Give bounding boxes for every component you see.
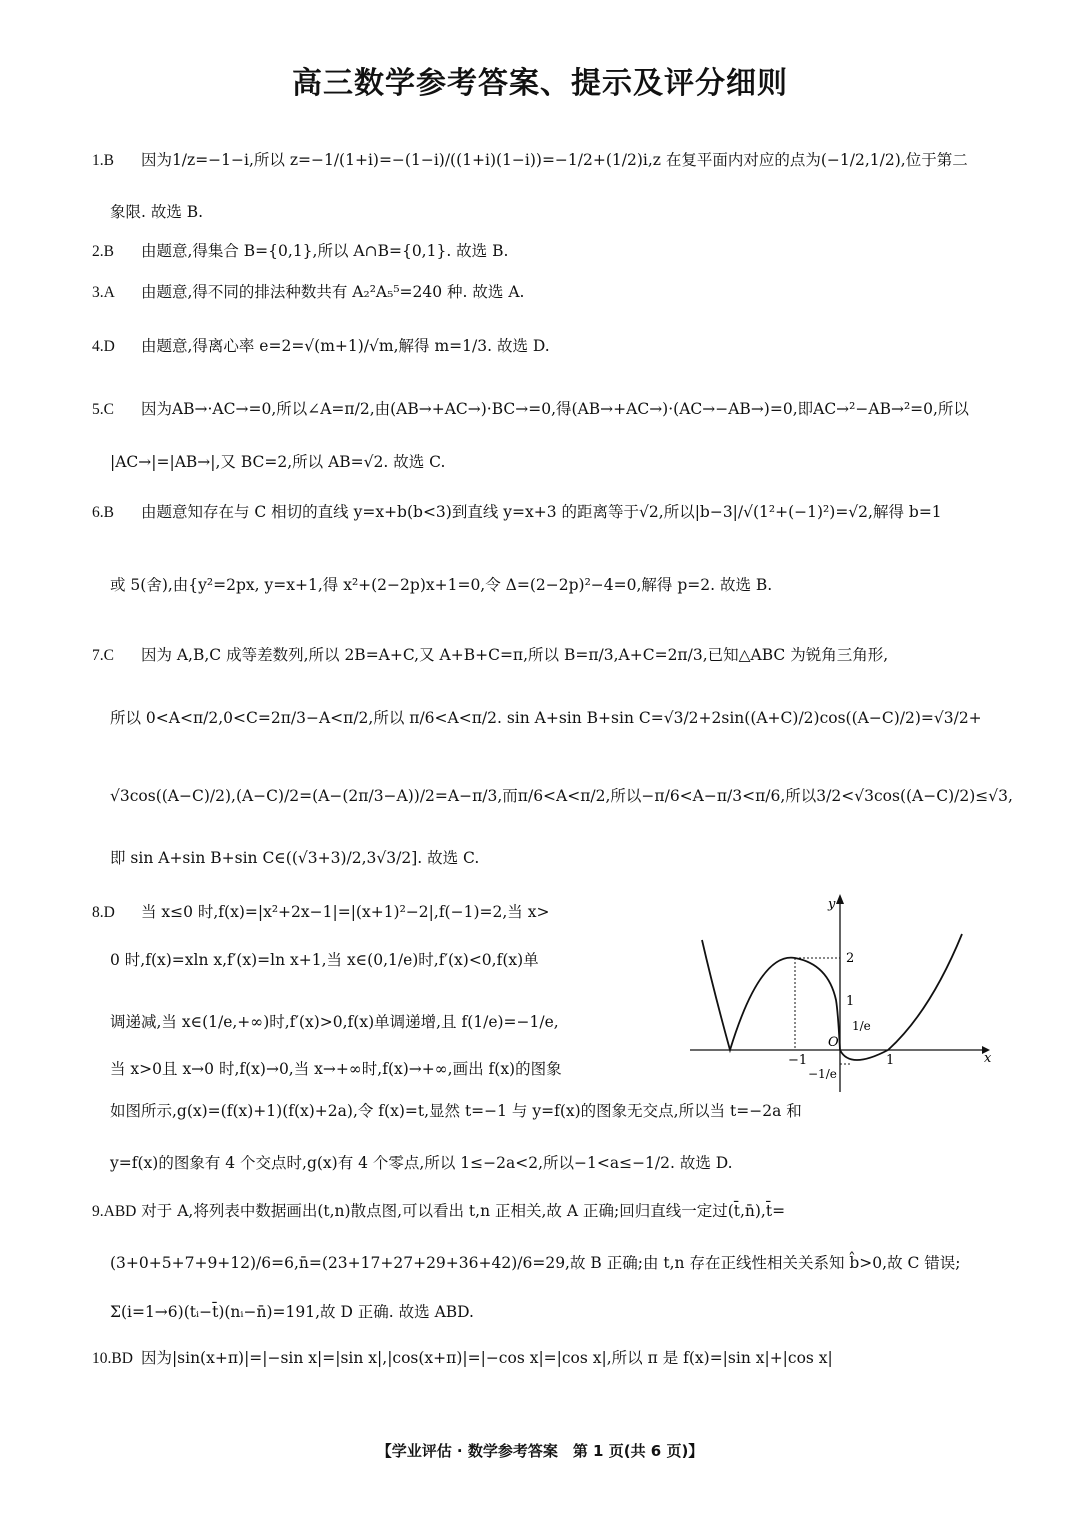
item-3-line-1: 3.A 由题意,得不同的排法种数共有 A₂²A₅⁵=240 种. 故选 A. bbox=[92, 283, 525, 301]
item-9-line-2: (3+0+5+7+9+12)/6=6,n̄=(23+17+27+29+36+42)/6=29,故 B 正确;由 t,n 存在正线性相关关系知 b̂>0,故 C 错误; bbox=[110, 1254, 961, 1272]
item-9-line-1: 9.ABD 对于 A,将列表中数据画出(t,n)散点图,可以看出 t,n 正相关,故 A 正确;回归直线一定过(t̄,n̄),t̄= bbox=[92, 1202, 786, 1220]
item-number: 9.ABD bbox=[92, 1203, 137, 1220]
origin-label: O bbox=[828, 1035, 839, 1050]
curve-right bbox=[840, 934, 962, 1060]
item-7-line-4: 即 sin A+sin B+sin C∈((√3+3)/2,3√3/2]. 故选 C. bbox=[110, 849, 480, 867]
item-8-line-6: y=f(x)的图象有 4 个交点时,g(x)有 4 个零点,所以 1≤−2a<2,所以−1<a≤−1/2. 故选 D. bbox=[110, 1154, 733, 1172]
item-9-line-3: Σ(i=1→6)(tᵢ−t̄)(nᵢ−n̄)=191,故 D 正确. 故选 ABD. bbox=[110, 1303, 474, 1321]
function-graph bbox=[690, 892, 990, 1092]
item-8-line-3: 调递减,当 x∈(1/e,+∞)时,f′(x)>0,f(x)单调递增,且 f(1/e)=−1/e, bbox=[110, 1013, 559, 1031]
y-axis-label: y bbox=[828, 897, 836, 912]
item-number: 10.BD bbox=[92, 1350, 133, 1367]
item-5-line-1: 5.C 因为AB→·AC→=0,所以∠A=π/2,由(AB→+AC→)·BC→=0,得(AB→+AC→)·(AC→−AB→)=0,即AC→²−AB→²=0,所以 bbox=[92, 400, 969, 418]
page-title: 高三数学参考答案、提示及评分细则 bbox=[292, 66, 788, 101]
item-number: 7.C bbox=[92, 647, 114, 664]
item-number: 6.B bbox=[92, 504, 114, 521]
item-6-line-2: 或 5(舍),由{y²=2px, y=x+1,得 x²+(2−2p)x+1=0,令 Δ=(2−2p)²−4=0,解得 p=2. 故选 B. bbox=[110, 576, 773, 594]
item-number: 5.C bbox=[92, 401, 114, 418]
item-number: 1.B bbox=[92, 152, 114, 169]
label-x-1: 1 bbox=[886, 1053, 895, 1068]
item-4-line-1: 4.D 由题意,得离心率 e=2=√(m+1)/√m,解得 m=1/3. 故选 D. bbox=[92, 337, 550, 355]
item-number: 8.D bbox=[92, 904, 115, 921]
item-8-line-4: 当 x>0且 x→0 时,f(x)→0,当 x→+∞时,f(x)→+∞,画出 f(x)的图象 bbox=[110, 1060, 562, 1078]
item-1-line-2: 象限. 故选 B. bbox=[110, 203, 204, 221]
y-axis-arrow bbox=[836, 894, 844, 904]
item-6-line-1: 6.B 由题意知存在与 C 相切的直线 y=x+b(b<3)到直线 y=x+3 的距离等于√2,所以|b−3|/√(1²+(−1)²)=√2,解得 b=1 bbox=[92, 503, 942, 521]
item-8-line-1: 8.D 当 x≤0 时,f(x)=|x²+2x−1|=|(x+1)²−2|,f(−1)=2,当 x> bbox=[92, 903, 550, 921]
x-axis-label: x bbox=[984, 1051, 992, 1066]
item-1-line-1: 1.B 因为1/z=−1−i,所以 z=−1/(1+i)=−(1−i)/((1+i)(1−i))=−1/2+(1/2)i,z 在复平面内对应的点为(−1/2,1/2),位于第二 bbox=[92, 151, 968, 169]
label-inv-e: 1/e bbox=[852, 1019, 871, 1033]
item-number: 4.D bbox=[92, 338, 115, 355]
label-minus-inv-e: −1/e bbox=[808, 1067, 837, 1081]
item-8-line-2: 0 时,f(x)=xln x,f′(x)=ln x+1,当 x∈(0,1/e)时,f′(x)<0,f(x)单 bbox=[110, 951, 539, 969]
item-number: 2.B bbox=[92, 243, 114, 260]
item-number: 3.A bbox=[92, 284, 115, 301]
label-2: 2 bbox=[846, 951, 855, 966]
item-2-line-1: 2.B 由题意,得集合 B={0,1},所以 A∩B={0,1}. 故选 B. bbox=[92, 242, 509, 260]
item-7-line-2: 所以 0<A<π/2,0<C=2π/3−A<π/2,所以 π/6<A<π/2. sin A+sin B+sin C=√3/2+2sin((A+C)/2)cos((A−C)/2)=√3/2+ bbox=[110, 709, 982, 727]
label-minus-1: −1 bbox=[788, 1053, 808, 1068]
page-footer: 【学业评估 · 数学参考答案 第 1 页(共 6 页)】 bbox=[376, 1442, 704, 1460]
curve-left bbox=[702, 940, 840, 1050]
item-7-line-1: 7.C 因为 A,B,C 成等差数列,所以 2B=A+C,又 A+B+C=π,所以 B=π/3,A+C=2π/3,已知△ABC 为锐角三角形, bbox=[92, 646, 889, 664]
label-1: 1 bbox=[846, 994, 855, 1009]
item-7-line-3: √3cos((A−C)/2),(A−C)/2=(A−(2π/3−A))/2=A−π/3,而π/6<A<π/2,所以−π/6<A−π/3<π/6,所以3/2<√3cos((A−C)/2)≤√3, bbox=[110, 787, 1013, 805]
item-8-line-5: 如图所示,g(x)=(f(x)+1)(f(x)+2a),令 f(x)=t,显然 t=−1 与 y=f(x)的图象无交点,所以当 t=−2a 和 bbox=[110, 1102, 802, 1120]
item-5-line-2: |AC→|=|AB→|,又 BC=2,所以 AB=√2. 故选 C. bbox=[110, 453, 446, 471]
item-10-line-1: 10.BD 因为|sin(x+π)|=|−sin x|=|sin x|,|cos(x+π)|=|−cos x|=|cos x|,所以 π 是 f(x)=|sin x|+|cos x| bbox=[92, 1349, 833, 1367]
